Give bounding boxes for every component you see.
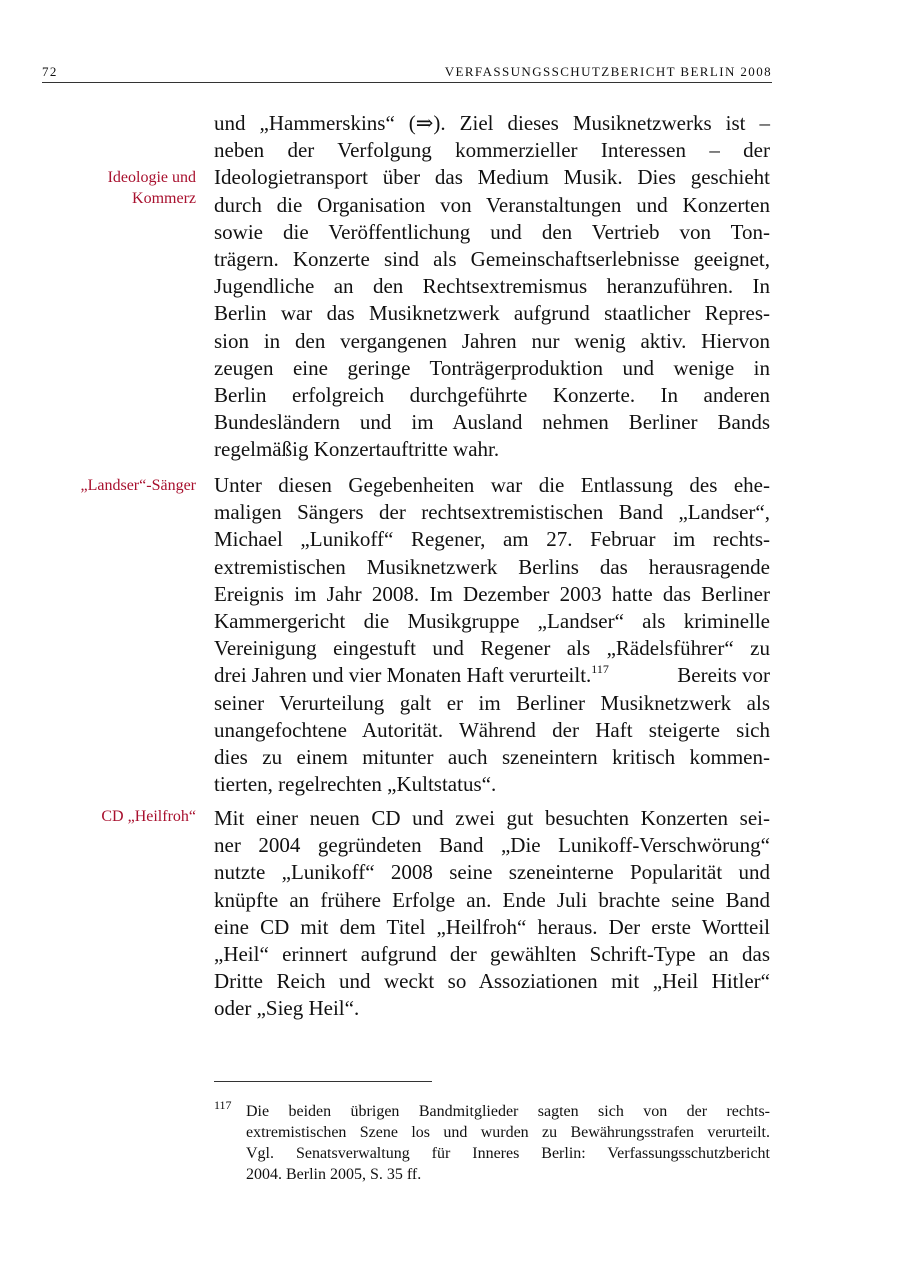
text-line: Ereignis im Jahr 2008. Im Dezember 2003 hatte das Berliner (214, 581, 770, 606)
text-line: durch die Organisation von Veranstaltungen und Konzerten (214, 192, 770, 217)
text-line: seiner Verurteilung galt er im Berliner Musiknetzwerk als (214, 690, 770, 715)
text-line: unangefochtene Autorität. Während der Haft steigerte sich (214, 717, 770, 742)
text-line: Bundesländern und im Ausland nehmen Berliner Bands (214, 410, 770, 435)
text-line: maligen Sängers der rechtsextremistischen Band „Landser“, (214, 500, 770, 525)
text-line: tierten, regelrechten „Kultstatus“. (214, 772, 497, 797)
paragraph-landser (214, 472, 770, 798)
text-line: nutzte „Lunikoff“ 2008 seine szeneinterne Popularität und (214, 860, 770, 885)
text-line: Kammergericht die Musikgruppe „Landser“ als kriminelle (214, 609, 770, 634)
running-title: VERFASSUNGSSCHUTZBERICHT BERLIN 2008 (444, 64, 772, 79)
footnote-line: 2004. Berlin 2005, S. 35 ff. (246, 1166, 422, 1183)
text-line-with-footnote (214, 662, 770, 689)
text-line: ner 2004 gegründeten Band „Die Lunikoff-Verschwörung“ (214, 833, 770, 858)
footnote-line: Die beiden übrigen Bandmitglieder sagten sich von der rechts- (246, 1103, 770, 1120)
text-line: regelmäßig Konzertauftritte wahr. (214, 437, 500, 462)
page-number: 72 (42, 64, 58, 79)
paragraph-heilfroh (214, 805, 770, 1023)
text-line: Berlin war das Musiknetzwerk aufgrund staatlicher Repres- (214, 301, 770, 326)
text-line: Ideologietransport über das Medium Musik. Dies geschieht (214, 165, 770, 190)
text-line: trägern. Konzerte sind als Gemeinschaftserlebnisse geeignet, (214, 247, 770, 272)
footnote-number: 117 (214, 1098, 232, 1112)
text-line: sion in den vergangenen Jahren nur wenig aktiv. Hiervon (214, 328, 770, 353)
text-line: oder „Sieg Heil“. (214, 996, 360, 1021)
margin-note-line: CD „Heilfroh“ (101, 808, 196, 825)
text-line: Berlin erfolgreich durchgeführte Konzerte. In anderen (214, 383, 770, 408)
text-line: neben der Verfolgung kommerzieller Interessen – der (214, 138, 770, 163)
text-line: zeugen eine geringe Tonträgerproduktion und wenige in (214, 355, 770, 380)
text-line: „Heil“ erinnert aufgrund der gewählten Schrift-Type an das (214, 942, 770, 967)
margin-note-line: Ideologie und (107, 169, 196, 186)
paragraph-ideologie (214, 110, 770, 464)
text-line: Mit einer neuen CD und zwei gut besuchten Konzerten sei- (214, 806, 770, 830)
text-line: knüpfte an frühere Erfolge an. Ende Juli brachte seine Band (214, 887, 770, 912)
margin-note-landser (26, 475, 196, 496)
text-line: Jugendliche an den Rechtsextremismus heranzuführen. In (214, 274, 770, 299)
text-line: und „Hammerskins“ (⇒). Ziel dieses Musiknetzwerks ist – (214, 111, 770, 135)
margin-note-heilfroh (26, 806, 196, 827)
text-line: Unter diesen Gegebenheiten war die Entlassung des ehe- (214, 473, 770, 497)
footnote-text (246, 1101, 770, 1185)
footnote-line: Vgl. Senatsverwaltung für Inneres Berlin: Verfassungsschutzbericht (246, 1145, 770, 1162)
margin-note-line: „Landser“-Sänger (80, 477, 196, 494)
text-line: sowie die Veröffentlichung und den Vertrieb von Ton- (214, 219, 770, 244)
text-line: Vereinigung eingestuft und Regener als „Rädelsführer“ zu (214, 636, 770, 661)
footnote (214, 1098, 770, 1185)
text-line: Michael „Lunikoff“ Regener, am 27. Februar im rechts- (214, 527, 770, 552)
footnote-reference: 117 (591, 662, 609, 677)
text-fragment: drei Jahren und vier Monaten Haft verurteilt. (214, 663, 592, 688)
text-fragment: Bereits vor (677, 663, 770, 688)
margin-note-line: Kommerz (132, 190, 196, 207)
margin-note-ideologie (26, 167, 196, 209)
text-line: Dritte Reich und weckt so Assoziationen mit „Heil Hitler“ (214, 969, 770, 994)
text-line: dies zu einem mitunter auch szeneintern kritisch kommen- (214, 745, 770, 770)
text-line: eine CD mit dem Titel „Heilfroh“ heraus. Der erste Wortteil (214, 914, 770, 939)
text-line: extremistischen Musiknetzwerk Berlins das herausragende (214, 554, 770, 579)
footnote-divider (214, 1081, 432, 1082)
footnote-line: extremistischen Szene los und wurden zu Bewährungsstrafen verurteilt. (246, 1124, 770, 1141)
running-header (42, 62, 772, 83)
